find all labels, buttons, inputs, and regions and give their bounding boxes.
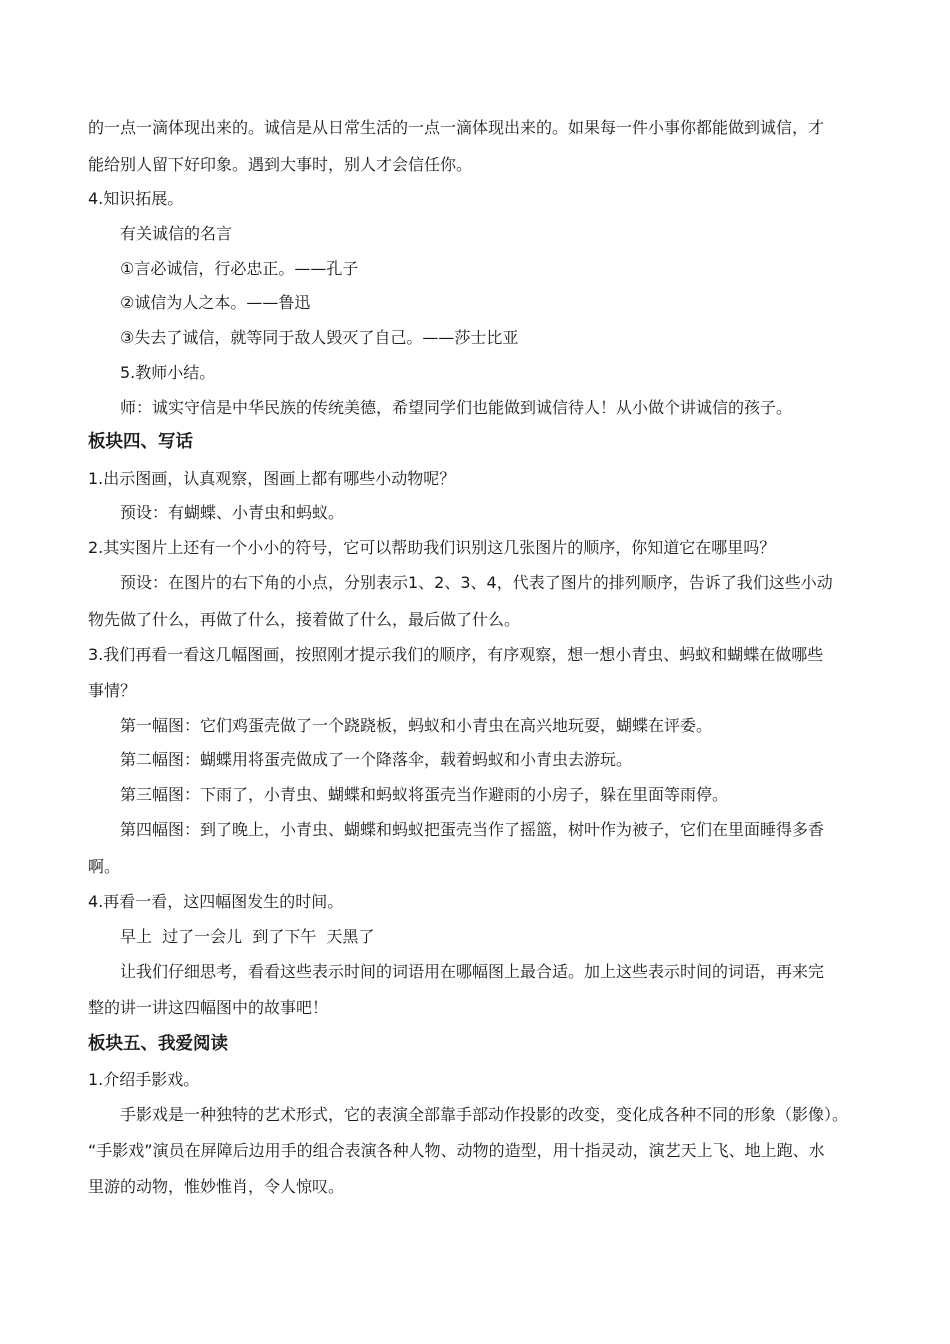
list-item: 4.知识拓展。	[88, 189, 184, 208]
paragraph-line: 第三幅图：下雨了，小青虫、蝴蝶和蚂蚁将蛋壳当作避雨的小房子，躲在里面等雨停。	[120, 785, 729, 804]
paragraph-line: 第四幅图：到了晚上，小青虫、蝴蝶和蚂蚁把蛋壳当作了摇篮，树叶作为被子，它们在里面睡得多香	[120, 820, 825, 839]
quote-item: ③失去了诚信，就等同于敌人毁灭了自己。——莎士比亚	[120, 328, 519, 347]
subheading: 有关诚信的名言	[120, 224, 233, 243]
section-heading: 板块四、写话	[88, 432, 193, 452]
list-item: 2.其实图片上还有一个小小的符号，它可以帮助我们识别这几张图片的顺序，你知道它在哪里吗？	[88, 538, 776, 557]
paragraph-line: 预设：有蝴蝶、小青虫和蚂蚁。	[120, 503, 345, 522]
section-heading: 板块五、我爱阅读	[88, 1034, 228, 1054]
list-item: 1.介绍手影戏。	[88, 1070, 200, 1089]
quote-item: ①言必诚信，行必忠正。——孔子	[120, 259, 359, 278]
list-item: 5.教师小结。	[120, 363, 216, 382]
paragraph-line: 啊。	[88, 857, 121, 876]
paragraph-line: 手影戏是一种独特的艺术形式，它的表演全部靠手部动作投影的改变，变化成各种不同的形象（影像）。	[120, 1105, 849, 1124]
list-item: 1.出示图画，认真观察，图画上都有哪些小动物呢？	[88, 469, 456, 488]
list-item: 3.我们再看一看这几幅图画，按照刚才提示我们的顺序，有序观察，想一想小青虫、蚂蚁和蝴蝶在做哪些	[88, 645, 824, 664]
list-item: 4.再看一看，这四幅图发生的时间。	[88, 892, 344, 911]
paragraph-line: 物先做了什么，再做了什么，接着做了什么，最后做了什么。	[88, 610, 521, 629]
paragraph-line: 第二幅图：蝴蝶用将蛋壳做成了一个降落伞，载着蚂蚁和小青虫去游玩。	[120, 750, 633, 769]
paragraph-line: 能给别人留下好印象。遇到大事时，别人才会信任你。	[88, 155, 473, 174]
time-words: 早上 过了一会儿 到了下午 天黑了	[120, 927, 375, 946]
paragraph-line: 的一点一滴体现出来的。诚信是从日常生活的一点一滴体现出来的。如果每一件小事你都能做到诚信，才	[88, 118, 825, 137]
paragraph-line: 整的讲一讲这四幅图中的故事吧！	[88, 998, 329, 1017]
paragraph-line: 让我们仔细思考，看看这些表示时间的词语用在哪幅图上最合适。加上这些表示时间的词语，再来完	[120, 962, 825, 981]
quote-item: ②诚信为人之本。——鲁迅	[120, 293, 311, 312]
paragraph-line: “手影戏”演员在屏障后边用手的组合表演各种人物、动物的造型，用十指灵动，演艺天上飞、地上跑、水	[88, 1141, 825, 1160]
paragraph-line: 事情？	[88, 681, 137, 700]
paragraph-line: 第一幅图：它们鸡蛋壳做了一个跷跷板，蚂蚁和小青虫在高兴地玩耍，蝴蝶在评委。	[120, 716, 713, 735]
paragraph-line: 预设：在图片的右下角的小点，分别表示1、2、3、4，代表了图片的排列顺序，告诉了我们这些小动	[120, 573, 833, 592]
paragraph-line: 师：诚实守信是中华民族的传统美德，希望同学们也能做到诚信待人！从小做个讲诚信的孩子。	[120, 398, 793, 417]
paragraph-line: 里游的动物，惟妙惟肖，令人惊叹。	[88, 1177, 345, 1196]
